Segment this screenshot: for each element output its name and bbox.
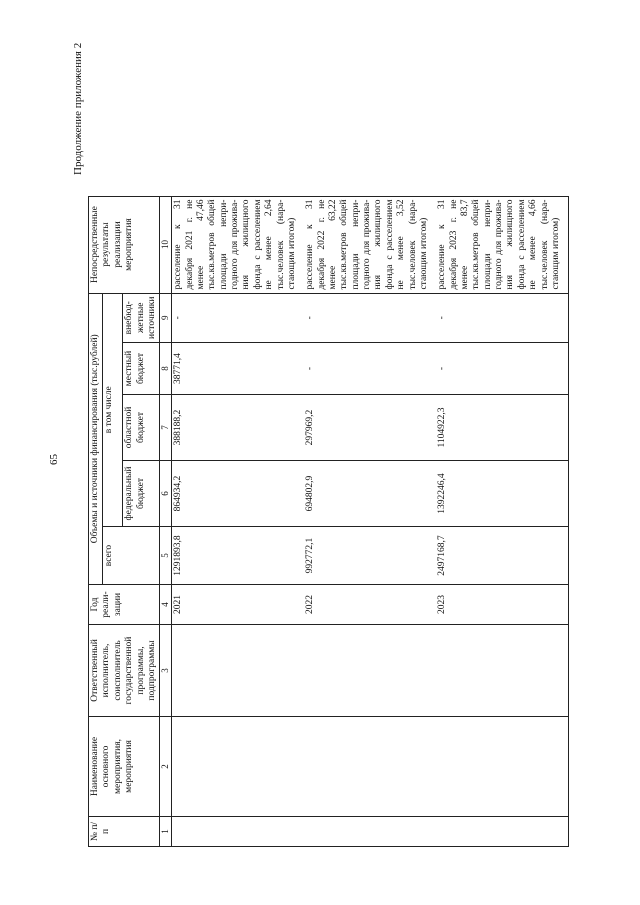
- header-number: № п/п: [89, 817, 160, 847]
- cell-result: расселение к 31 декабря 2023 г. не менее 83,7 тыс.кв.метров общей площади непри- годного для прожива- ния жилищного фонда с расселением не менее 4,66 тыс.человек (нара- стающим итогом): [436, 196, 569, 293]
- cell-federal: 1392246,4: [436, 461, 569, 527]
- cell-federal: 864934,2: [172, 461, 305, 527]
- cell-federal: 694802,9: [304, 461, 436, 527]
- cell-result: расселение к 31 декабря 2022 г. не менее 63,22 тыс.кв.метров общей площади непри- годного для прожива- ния жилищного фонда с расселением не менее 3,52 тыс.человек (нара- стающим итогом): [304, 196, 436, 293]
- col-number: 10: [160, 196, 172, 293]
- cell-regional: 388188,2: [172, 395, 305, 461]
- cell-total: 1291893,8: [172, 527, 305, 585]
- col-number: 8: [160, 343, 172, 395]
- header-name: Наименование основного мероприятия, мероприятия: [89, 717, 160, 817]
- cell-result: расселение к 31 декабря 2021 г. не менее 47,46 тыс.кв.метров общей площади непри- годного для прожива- ния жилищного фонда с расселением не менее 2,64 тыс.человек (нара- стающим итогом): [172, 196, 305, 293]
- header-including: в том числе: [103, 293, 123, 526]
- cell-local: -: [436, 343, 569, 395]
- col-number: 9: [160, 293, 172, 342]
- cell-extrabudgetary: -: [172, 293, 305, 342]
- cell-extrabudgetary: -: [436, 293, 569, 342]
- header-results: Непосредственные результаты реализации мероприятия: [89, 196, 160, 293]
- cell-local: 38771,4: [172, 343, 305, 395]
- cell-year: 2023: [436, 585, 569, 625]
- column-number-row: [160, 196, 172, 846]
- cell-year: 2021: [172, 585, 305, 625]
- col-number: 3: [160, 625, 172, 717]
- page-number: 65: [48, 454, 60, 465]
- header-local: местный бюджет: [123, 343, 160, 395]
- cell-regional: 297969,2: [304, 395, 436, 461]
- cell-executor: [436, 625, 569, 717]
- cell-name: [172, 717, 305, 817]
- header-federal: федеральный бюджет: [123, 461, 160, 527]
- financing-table: [88, 196, 569, 847]
- cell-name: [436, 717, 569, 817]
- header-year: Год реали- зации: [89, 585, 160, 625]
- table-row: [172, 196, 305, 846]
- col-number: 5: [160, 527, 172, 585]
- cell-extrabudgetary: -: [304, 293, 436, 342]
- cell-total: 992772,1: [304, 527, 436, 585]
- cell-regional: 1104922,3: [436, 395, 569, 461]
- col-number: 6: [160, 461, 172, 527]
- col-number: 2: [160, 717, 172, 817]
- header-row-1: [89, 196, 103, 846]
- cell-name: [304, 717, 436, 817]
- cell-local: -: [304, 343, 436, 395]
- header-financing: Объемы и источники финансирования (тыс.рублей): [89, 293, 103, 584]
- cell-executor: [304, 625, 436, 717]
- cell-year: 2022: [304, 585, 436, 625]
- header-executor: Ответственный исполнитель, соисполнитель государственной программы, подпрограммы: [89, 625, 160, 717]
- col-number: 7: [160, 395, 172, 461]
- header-extrabudgetary: внебюд- жетные источники: [123, 293, 160, 342]
- table-row: [436, 196, 569, 846]
- table-row: [304, 196, 436, 846]
- cell-number: [436, 817, 569, 847]
- cell-total: 2497168,7: [436, 527, 569, 585]
- col-number: 1: [160, 817, 172, 847]
- cell-executor: [172, 625, 305, 717]
- header-total: всего: [103, 527, 160, 585]
- cell-number: [172, 817, 305, 847]
- header-regional: областной бюджет: [123, 395, 160, 461]
- cell-number: [304, 817, 436, 847]
- col-number: 4: [160, 585, 172, 625]
- appendix-caption: Продолжение приложения 2: [72, 42, 84, 175]
